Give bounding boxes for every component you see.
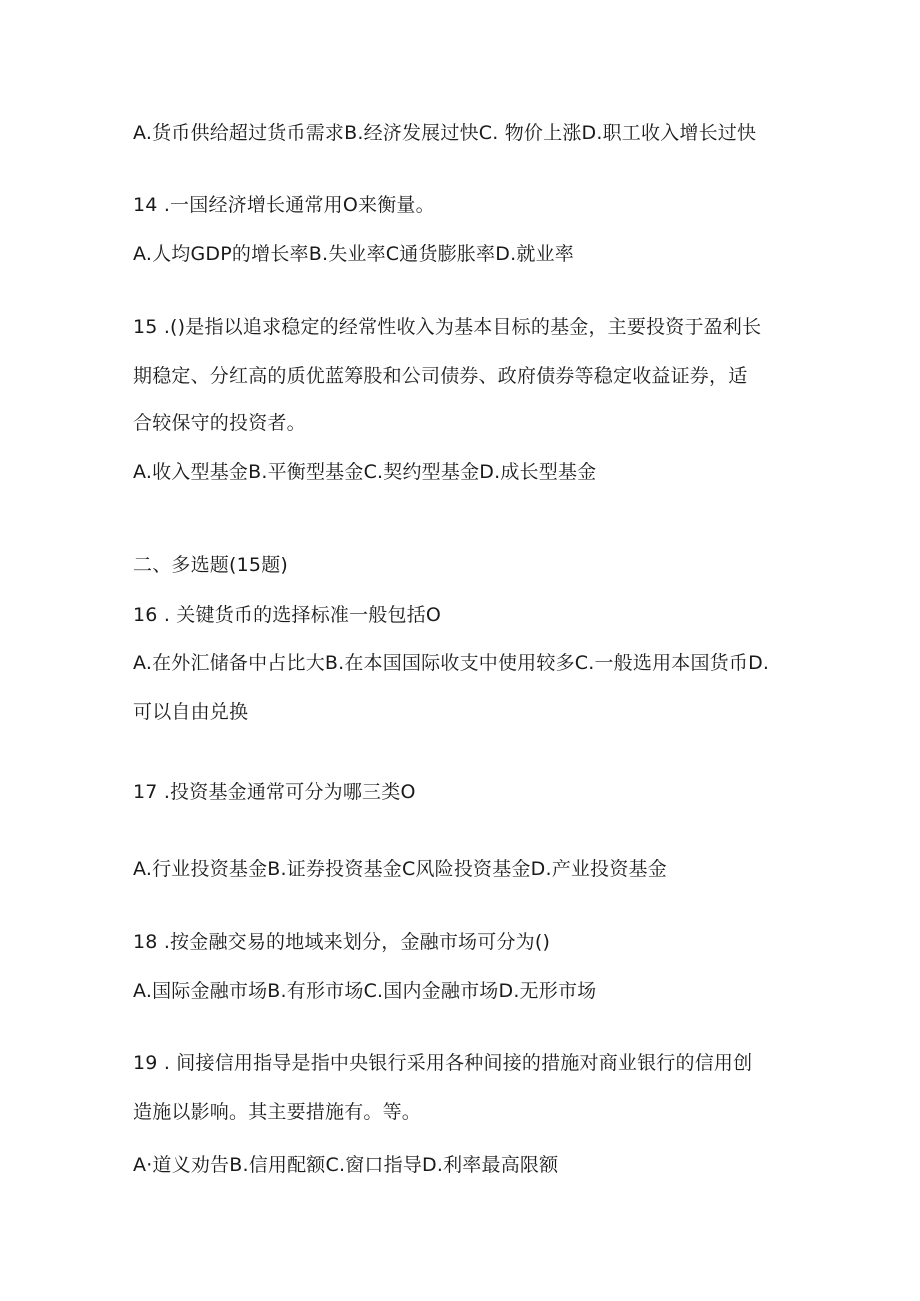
q16-question: 16 . 关键货币的选择标准一般包括O xyxy=(133,604,442,626)
q17-options: A.行业投资基金B.证券投资基金C风险投资基金D.产业投资基金 xyxy=(133,858,667,880)
section-heading: 二、多选题(15题) xyxy=(133,554,289,576)
q18-options: A.国际金融市场B.有形市场C.国内金融市场D.无形市场 xyxy=(133,980,597,1002)
q14-options: A.人均GDP的增长率B.失业率C通货膨胀率D.就业率 xyxy=(133,243,574,265)
q15-question-line-1: 15 .()是指以追求稳定的经常性收入为基本目标的基金，主要投资于盈利长 xyxy=(133,316,762,338)
q16-options-line-1: A.在外汇储备中占比大B.在本国国际收支中使用较多C.一般选用本国货币D. xyxy=(133,652,770,674)
q15-question-line-2: 期稳定、分红高的质优蓝筹股和公司债券、政府债券等稳定收益证券，适 xyxy=(133,365,748,387)
q17-question: 17 .投资基金通常可分为哪三类O xyxy=(133,781,416,803)
q19-question-line-2: 造施以影响。其主要措施有。等。 xyxy=(133,1101,422,1123)
q19-question-line-1: 19 . 间接信用指导是指中央银行采用各种间接的措施对商业银行的信用创 xyxy=(133,1052,753,1074)
q15-question-line-3: 合较保守的投资者。 xyxy=(133,412,306,434)
q14-question: 14 .一国经济增长通常用O来衡量。 xyxy=(133,194,435,216)
q13-options: A.货币供给超过货币需求B.经济发展过快C. 物价上涨D.职工收入增长过快 xyxy=(133,122,757,144)
q15-options: A.收入型基金B.平衡型基金C.契约型基金D.成长型基金 xyxy=(133,461,597,483)
q18-question: 18 .按金融交易的地域来划分，金融市场可分为() xyxy=(133,931,551,953)
q19-options: A·道义劝告B.信用配额C.窗口指导D.利率最高限额 xyxy=(133,1154,559,1176)
q16-options-line-2: 可以自由兑换 xyxy=(133,701,249,723)
